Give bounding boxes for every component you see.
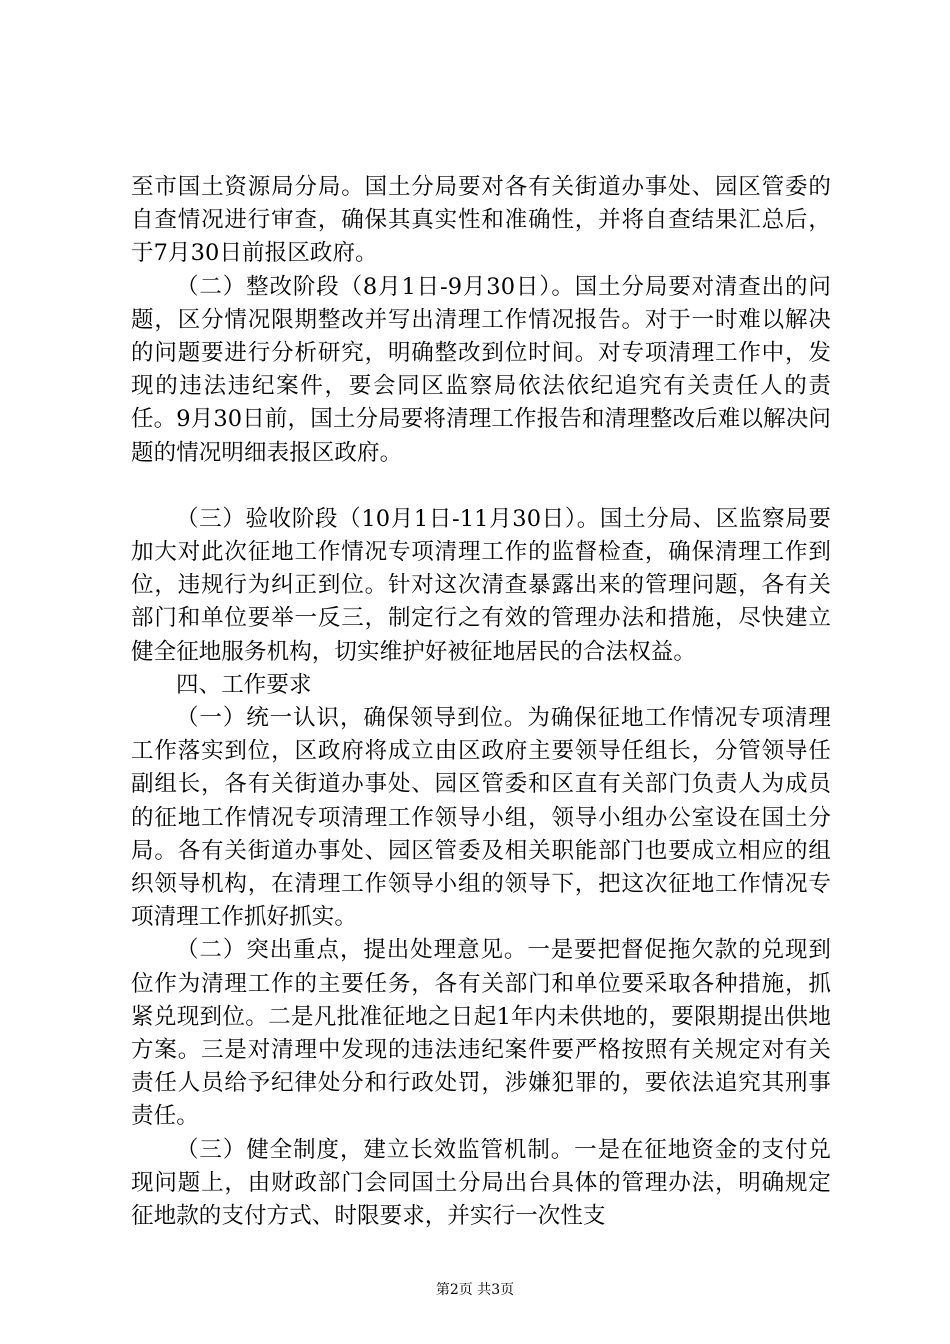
paragraph-requirement-2: （二）突出重点，提出处理意见。一是要把督促拖欠款的兑现到位作为清理工作的主要任务，各有关部门和单位要采取各种措施，抓紧兑现到位。二是凡批准征地之日起1年内未供地的，要限期提出供地方案。三是对清理中发现的违法违纪案件要严格按照有关规定对有关责任人员给予纪律处分和行政处罚，涉嫌犯罪的，要依法追究其刑事责任。 [131, 937, 831, 1130]
paragraph-continuation: 至市国土资源局分局。国土分局要对各有关街道办事处、园区管委的自查情况进行审查，确保其真实性和准确性，并将自查结果汇总后，于7月30日前报区政府。 [131, 174, 831, 267]
paragraph-requirement-1: （一）统一认识，确保领导到位。为确保征地工作情况专项清理工作落实到位，区政府将成立由区政府主要领导任组长，分管领导任副组长，各有关街道办事处、园区管委和区直有关部门负责人为成员的征地工作情况专项清理工作领导小组，领导小组办公室设在国土分局。各有关街道办事处、园区管委及相关职能部门也要成立相应的组织领导机构，在清理工作领导小组的领导下，把这次征地工作情况专项清理工作抓好抓实。 [131, 705, 831, 931]
page-footer [0, 1280, 950, 1300]
page-number-label: 第2页 共3页 [435, 1282, 515, 1298]
section-heading-work-requirements: 四、工作要求 [176, 671, 312, 698]
paragraph-acceptance-stage: （三）验收阶段（10月1日-11月30日）。国土分局、区监察局要加大对此次征地工作情况专项清理工作的监督检查，确保清理工作到位，违规行为纠正到位。针对这次清查暴露出来的管理问题，各有关部门和单位要举一反三，制定行之有效的管理办法和措施，尽快建立健全征地服务机构，切实维护好被征地居民的合法权益。 [131, 505, 831, 665]
paragraph-rectification-stage: （二）整改阶段（8月1日-9月30日）。国土分局要对清查出的问题，区分情况限期整改并写出清理工作情况报告。对于一时难以解决的问题要进行分析研究，明确整改到位时间。对专项清理工作中，发现的违法违纪案件，要会同区监察局依法依纪追究有关责任人的责任。9月30日前，国土分局要将清理工作报告和清理整改后难以解决问题的情况明细表报区政府。 [131, 273, 831, 466]
paragraph-requirement-3: （三）健全制度，建立长效监管机制。一是在征地资金的支付兑现问题上，由财政部门会同国土分局出台具体的管理办法，明确规定征地款的支付方式、时限要求，并实行一次性支 [131, 1136, 831, 1230]
document-body [131, 171, 831, 1233]
